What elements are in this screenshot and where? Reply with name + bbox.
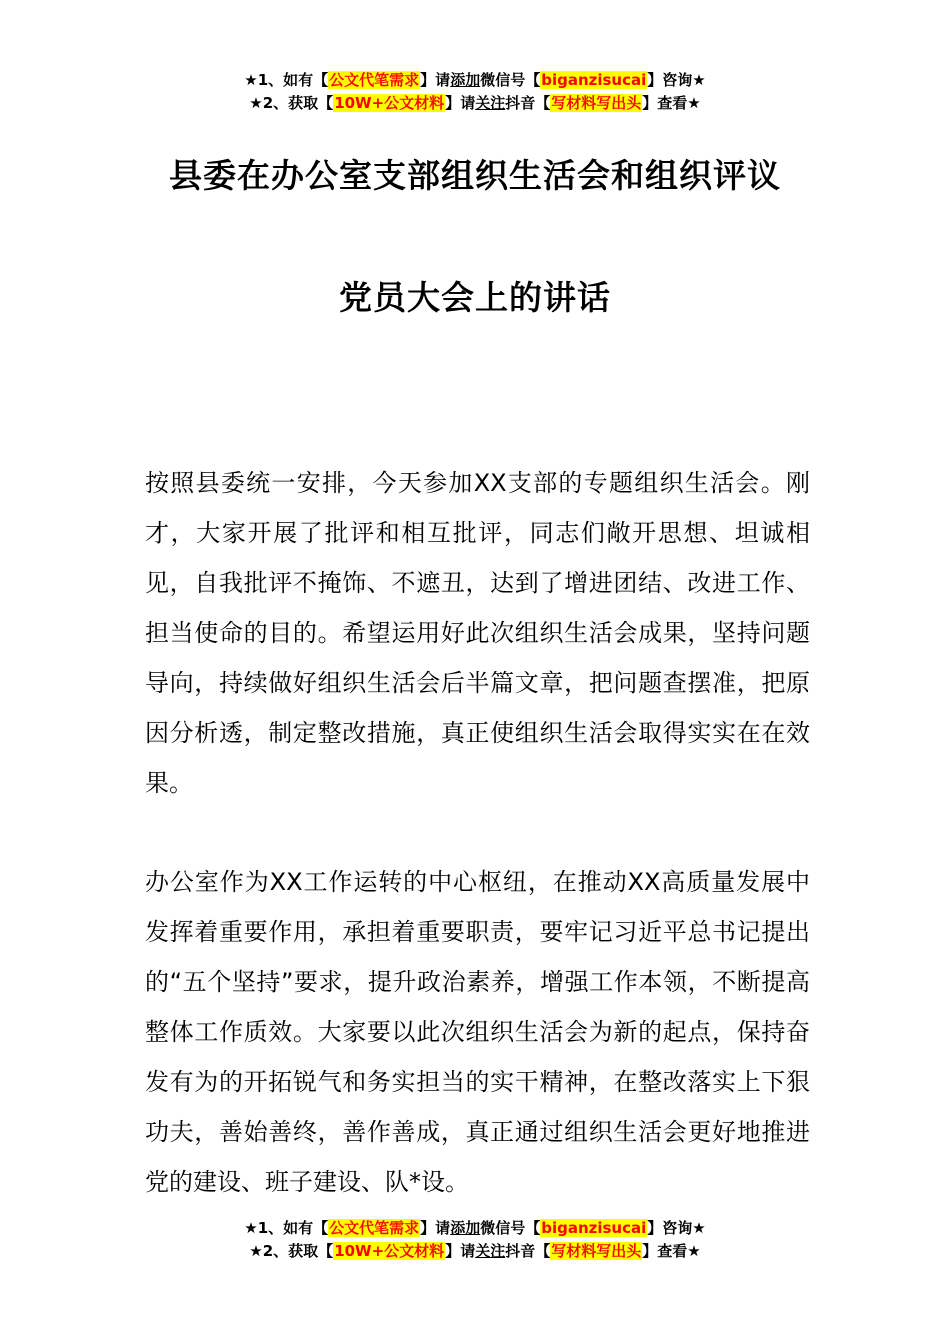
promo-line-2 [0,1240,950,1263]
document-title-line-2: 党员大会上的讲话 [339,278,611,317]
promo-text: 抖音【 [505,94,551,112]
promo-text: ★1、如有【 [244,1219,329,1237]
promo-line-1 [0,69,950,92]
promo-douyin-id: 写材料写出头 [551,94,642,112]
promo-highlight: 10W+公文材料 [334,1242,445,1260]
promo-text: ★1、如有【 [244,71,329,89]
promo-line-2 [0,92,950,115]
promo-text: 】查看★ [642,1242,701,1260]
promo-text: 】请 [445,94,476,112]
promo-banner-bottom [0,1217,950,1263]
promo-text: 】咨询★ [647,71,706,89]
promo-emphasis: 添加 [450,71,481,89]
promo-douyin-id: 写材料写出头 [551,1242,642,1260]
promo-emphasis: 关注 [475,1242,506,1260]
promo-emphasis: 关注 [475,94,506,112]
promo-highlight: 公文代笔需求 [329,1219,420,1237]
promo-text: 微信号【 [480,71,541,89]
promo-text: 】咨询★ [647,1219,706,1237]
body-paragraph-2: 办公室作为XX工作运转的中心枢纽，在推动XX高质量发展中发挥着重要作用，承担着重要职责，要牢记习近平总书记提出的“五个坚持”要求，提升政治素养，增强工作本领，不断提高整体工作质效。大家要以此次组织生活会为新的起点，保持奋发有为的开拓锐气和务实担当的实干精神，在整改落实上下狠功夫，善始善终，善作善成，真正通过组织生活会更好地推进党的建设、班子建设、队*设。 [145,868,810,1196]
promo-wechat-id: biganzisucai [541,1219,647,1237]
promo-wechat-id: biganzisucai [541,71,647,89]
promo-text: 抖音【 [505,1242,551,1260]
body-paragraph-1: 按照县委统一安排，今天参加XX支部的专题组织生活会。刚才，大家开展了批评和相互批评，同志们敞开思想、坦诚相见，自我批评不掩饰、不遮丑，达到了增进团结、改进工作、担当使命的目的。希望运用好此次组织生活会成果，坚持问题导向，持续做好组织生活会后半篇文章，把问题查摆准，把原因分析透，制定整改措施，真正使组织生活会取得实实在在效果。 [145,469,810,797]
promo-text: ★2、获取【 [249,1242,334,1260]
promo-banner-top [0,69,950,115]
promo-highlight: 公文代笔需求 [329,71,420,89]
document-title-line-1: 县委在办公室支部组织生活会和组织评议 [169,156,781,195]
promo-text: 】查看★ [642,94,701,112]
promo-highlight: 10W+公文材料 [334,94,445,112]
promo-emphasis: 添加 [450,1219,481,1237]
promo-text: ★2、获取【 [249,94,334,112]
promo-text: 】请 [445,1242,476,1260]
promo-text: 】请 [420,1219,451,1237]
promo-line-1 [0,1217,950,1240]
promo-text: 微信号【 [480,1219,541,1237]
promo-text: 】请 [420,71,451,89]
